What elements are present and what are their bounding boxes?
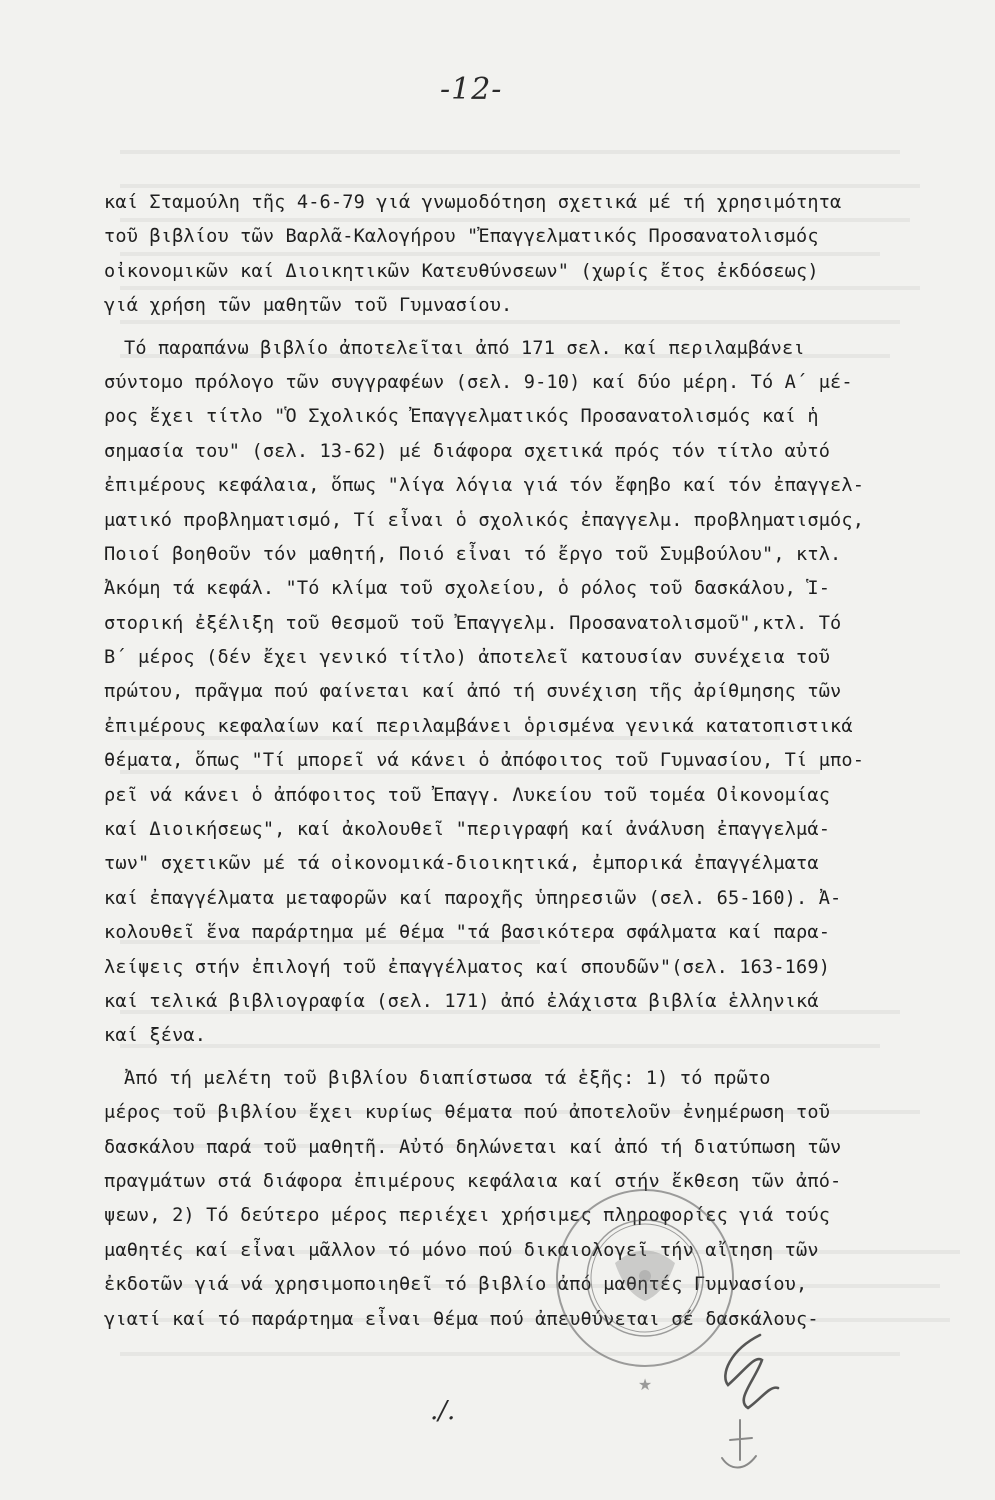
text-line: Ἀκόμη τά κεφάλ. "Τό κλίμα τοῦ σχολείου, ὁ ρόλος τοῦ δασκάλου, Ἱ- — [104, 578, 831, 600]
text-line: μαθητές καί εἶναι μᾶλλον τό μόνο πού δικαιολογεῖ τήν αἴτηση τῶν — [104, 1239, 819, 1261]
text-line: Ἀπό τή μελέτη τοῦ βιβλίου διαπίστωσα τά ἑξῆς: 1) τό πρῶτο — [124, 1067, 771, 1089]
text-line: θέματα, ὅπως "Τί μπορεῖ νά κάνει ὁ ἀπόφοιτος τοῦ Γυμνασίου, Τί μπο- — [104, 750, 865, 772]
text-line: γιατί καί τό παράρτημα εἶναι θέμα πού ἀπευθύνεται σέ δασκάλους- — [104, 1308, 819, 1330]
text-line: λείψεις στήν ἐπιλογή τοῦ ἐπαγγέλματος καί σπουδῶν"(σελ. 163-169) — [104, 956, 831, 978]
text-line: ἐπιμέρους κεφάλαια, ὅπως "λίγα λόγια γιά τόν ἔφηβο καί τόν ἐπαγγελ- — [104, 475, 865, 497]
svg-text:★: ★ — [637, 1375, 653, 1394]
text-line: πρώτου, πρᾶγμα πού φαίνεται καί ἀπό τή συνέχιση τῆς ἀρίθμησης τῶν — [104, 681, 842, 703]
page-end-mark: ./. — [430, 1396, 456, 1426]
text-line: καί ἐπαγγέλματα μεταφορῶν καί παροχῆς ὑπηρεσιῶν (σελ. 65-160). Ἀ- — [104, 887, 842, 909]
text-line: καί Σταμούλη τῆς 4-6-79 γιά γνωμοδότηση σχετικά μέ τή χρησιμότητα — [104, 192, 842, 213]
text-line: Β΄ μέρος (δέν ἔχει γενικό τίτλο) ἀποτελεῖ κατουσίαν συνέχεια τοῦ — [104, 647, 831, 669]
text-line: Τό παραπάνω βιβλίο ἀποτελεῖται ἀπό 171 σελ. καί περιλαμβάνει — [124, 337, 805, 359]
handwritten-signature — [700, 1330, 795, 1480]
text-line: σημασία του" (σελ. 13-62) μέ διάφορα σχετικά πρός τόν τίτλο αὐτό — [104, 440, 831, 462]
text-line: Ποιοί βοηθοῦν τόν μαθητή, Ποιό εἶναι τό ἔργο τοῦ Συμβούλου", κτλ. — [104, 543, 842, 565]
text-line: ἐκδοτῶν γιά νά χρησιμοποιηθεῖ τό βιβλίο ἀπό μαθητές Γυμνασίου, — [104, 1274, 808, 1296]
text-line: των" σχετικῶν μέ τά οἰκονομικά-διοικητικά, ἐμπορικά ἐπαγγέλματα — [104, 853, 819, 875]
text-line: ἐπιμέρους κεφαλαίων καί περιλαμβάνει ὁρισμένα γενικά κατατοπιστικά — [104, 715, 853, 737]
document-body — [104, 186, 964, 1337]
text-line: στορική ἐξέλιξη τοῦ θεσμοῦ τοῦ Ἐπαγγελμ. Προσανατολισμοῦ",κτλ. Τό — [104, 612, 842, 634]
text-line: σύντομο πρόλογο τῶν συγγραφέων (σελ. 9-10) καί δύο μέρη. Τό Α΄ μέ- — [104, 371, 853, 393]
text-line: κολουθεῖ ἕνα παράρτημα μέ θέμα "τά βασικότερα σφάλματα καί παρα- — [104, 922, 831, 944]
text-line: ρεῖ νά κάνει ὁ ἀπόφοιτος τοῦ Ἐπαγγ. Λυκείου τοῦ τομέα Οἰκονομίας — [104, 784, 831, 806]
text-line: πραγμάτων στά διάφορα ἐπιμέρους κεφάλαια καί στήν ἔκθεση τῶν ἀπό- — [104, 1170, 842, 1192]
text-line: ματικό προβληματισμό, Τί εἶναι ὁ σχολικός ἐπαγγελμ. προβληματισμός, — [104, 509, 865, 531]
text-line: καί τελικά βιβλιογραφία (σελ. 171) ἀπό ἐλάχιστα βιβλία ἑλληνικά — [104, 990, 819, 1012]
text-line: τοῦ βιβλίου τῶν Βαρλᾶ-Καλογήρου "Ἐπαγγελματικός Προσανατολισμός — [104, 226, 819, 248]
text-line: δασκάλου παρά τοῦ μαθητῆ. Αὐτό δηλώνεται καί ἀπό τή διατύπωση τῶν — [104, 1136, 842, 1158]
text-line: ψεων, 2) Τό δεύτερο μέρος περιέχει χρήσιμες πληροφορίες γιά τούς — [104, 1205, 831, 1227]
text-line: γιά χρήση τῶν μαθητῶν τοῦ Γυμνασίου. — [104, 295, 513, 317]
text-line: ρος ἔχει τίτλο "Ὁ Σχολικός Ἐπαγγελματικός Προσανατολισμός καί ἡ — [104, 406, 819, 428]
text-line: οἰκονομικῶν καί Διοικητικῶν Κατευθύνσεων" (χωρίς ἔτος ἐκδόσεως) — [104, 260, 819, 282]
page-number: -12- — [440, 72, 503, 107]
text-line: μέρος τοῦ βιβλίου ἔχει κυρίως θέματα πού ἀποτελοῦν ἐνημέρωση τοῦ — [104, 1102, 831, 1124]
text-line: καί ξένα. — [104, 1025, 207, 1047]
text-line: καί Διοικήσεως", καί ἀκολουθεῖ "περιγραφή καί ἀνάλυση ἐπαγγελμά- — [104, 819, 831, 841]
